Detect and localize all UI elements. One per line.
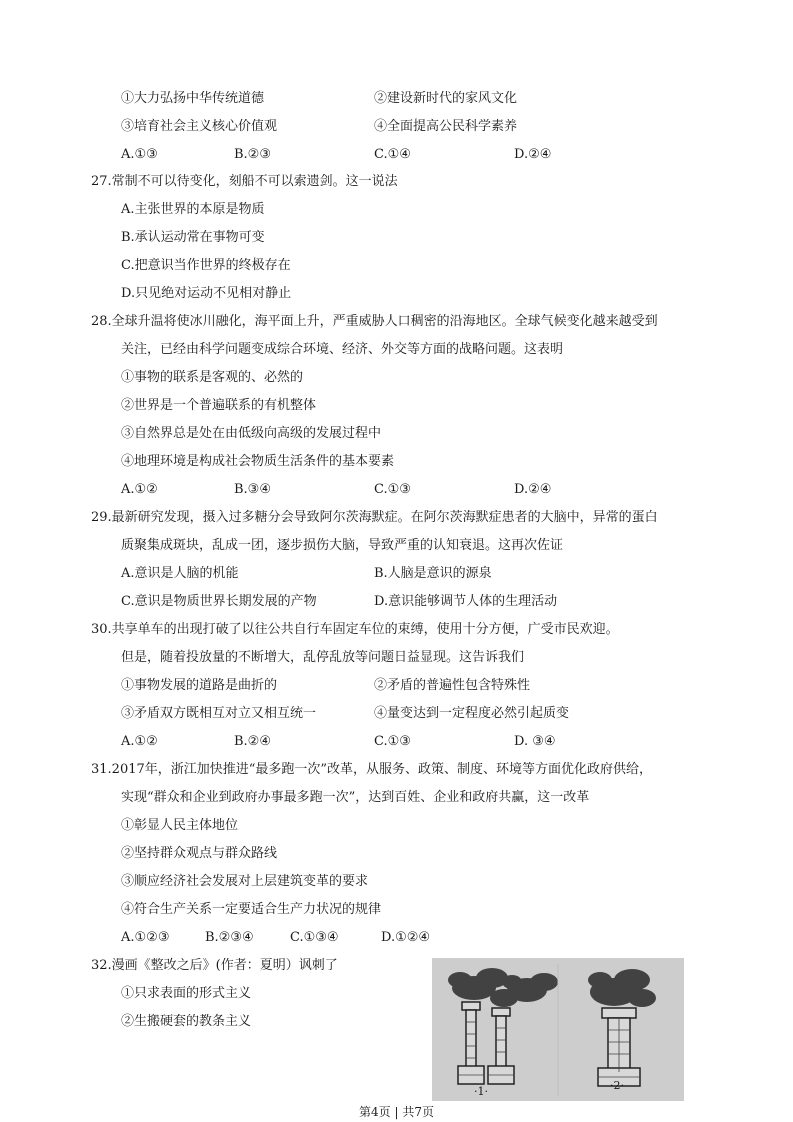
- q27-option-a: A.主张世界的本原是物质: [121, 202, 265, 217]
- q28-choice-d: D.②④: [514, 482, 552, 497]
- footer-separator: |: [394, 1105, 399, 1119]
- q30-item-4: ④量变达到一定程度必然引起质变: [374, 706, 570, 721]
- q31-choice-c: C.①③④: [290, 930, 339, 945]
- q31-stem-line2: 实现“群众和企业到政府办事最多跑一次”，达到百姓、企业和政府共赢，这一改革: [121, 790, 590, 805]
- q30-stem-line2: 但是，随着投放量的不断增大，乱停乱放等问题日益显现。这告诉我们: [121, 650, 525, 665]
- cartoon-label-2: ·2·: [610, 1079, 624, 1092]
- q26-item-4: ④全面提高公民科学素养: [374, 119, 518, 134]
- q30-stem-line1: 30.共享单车的出现打破了以往公共自行车固定车位的束缚，使用十分方便，广受市民欢迎。: [91, 622, 619, 637]
- q32-item-2: ②生搬硬套的教条主义: [121, 1014, 252, 1029]
- q29-option-a: A.意识是人脑的机能: [121, 566, 239, 581]
- page-total: 共7页: [402, 1105, 434, 1119]
- q27-option-d: D.只见绝对运动不见相对静止: [121, 286, 292, 301]
- q29-stem-line2: 质聚集成斑块，乱成一团，逐步损伤大脑，导致严重的认知衰退。这再次佐证: [121, 538, 564, 553]
- page-number: 第4页: [359, 1105, 391, 1119]
- q30-choice-d: D. ③④: [514, 734, 556, 749]
- q26-choice-b: B.②③: [234, 147, 271, 162]
- q31-stem-line1: 31.2017年，浙江加快推进“最多跑一次”改革，从服务、政策、制度、环境等方面优化政府供给，: [91, 762, 653, 777]
- q28-item-2: ②世界是一个普遍联系的有机整体: [121, 398, 317, 413]
- q28-choice-c: C.①③: [374, 482, 411, 497]
- q26-item-1: ①大力弘扬中华传统道德: [121, 91, 265, 106]
- q31-choice-a: A.①②③: [121, 930, 170, 945]
- q28-item-1: ①事物的联系是客观的、必然的: [121, 370, 304, 385]
- q26-item-3: ③培育社会主义核心价值观: [121, 119, 278, 134]
- q29-stem-line1: 29.最新研究发现，摄入过多糖分会导致阿尔茨海默症。在阿尔茨海默症患者的大脑中，异常的蛋白: [91, 510, 658, 525]
- q31-item-4: ④符合生产关系一定要适合生产力状况的规律: [121, 902, 382, 917]
- q29-option-c: C.意识是物质世界长期发展的产物: [121, 594, 317, 609]
- q27-option-c: C.把意识当作世界的终极存在: [121, 258, 291, 273]
- q31-choice-d: D.①②④: [381, 930, 431, 945]
- cartoon-drawing: [432, 958, 684, 1101]
- q32-stem: 32.漫画《整改之后》(作者：夏明）讽刺了: [91, 958, 338, 973]
- q31-item-2: ②坚持群众观点与群众路线: [121, 846, 278, 861]
- q31-item-3: ③顺应经济社会发展对上层建筑变革的要求: [121, 874, 369, 889]
- q27-stem: 27.常制不可以待变化，刻船不可以索遗剑。这一说法: [91, 174, 398, 189]
- q26-item-2: ②建设新时代的家风文化: [374, 91, 518, 106]
- q26-choice-c: C.①④: [374, 147, 411, 162]
- q32-item-1: ①只求表面的形式主义: [121, 986, 252, 1001]
- q26-choice-d: D.②④: [514, 147, 552, 162]
- q30-item-2: ②矛盾的普遍性包含特殊性: [374, 678, 531, 693]
- q30-choice-c: C.①③: [374, 734, 411, 749]
- q30-item-1: ①事物发展的道路是曲折的: [121, 678, 278, 693]
- cartoon-image: [432, 958, 684, 1101]
- q29-option-b: B.人脑是意识的源泉: [374, 566, 492, 581]
- q27-option-b: B.承认运动常在事物可变: [121, 230, 265, 245]
- q29-option-d: D.意识能够调节人体的生理活动: [374, 594, 558, 609]
- cartoon-label-1: ·1·: [474, 1085, 488, 1098]
- q30-choice-b: B.②④: [234, 734, 271, 749]
- q28-item-4: ④地理环境是构成社会物质生活条件的基本要素: [121, 454, 395, 469]
- q26-choice-a: A.①③: [121, 147, 158, 162]
- q28-item-3: ③自然界总是处在由低级向高级的发展过程中: [121, 426, 382, 441]
- page-footer: [0, 1105, 793, 1119]
- q28-choice-a: A.①②: [121, 482, 158, 497]
- q31-choice-b: B.②③④: [205, 930, 254, 945]
- q30-item-3: ③矛盾双方既相互对立又相互统一: [121, 706, 317, 721]
- q30-choice-a: A.①②: [121, 734, 158, 749]
- q28-stem-line2: 关注，已经由科学问题变成综合环境、经济、外交等方面的战略问题。这表明: [121, 342, 564, 357]
- q28-stem-line1: 28.全球升温将使冰川融化，海平面上升，严重威胁人口稠密的沿海地区。全球气候变化越来越受到: [91, 314, 658, 329]
- q31-item-1: ①彰显人民主体地位: [121, 818, 239, 833]
- q28-choice-b: B.③④: [234, 482, 271, 497]
